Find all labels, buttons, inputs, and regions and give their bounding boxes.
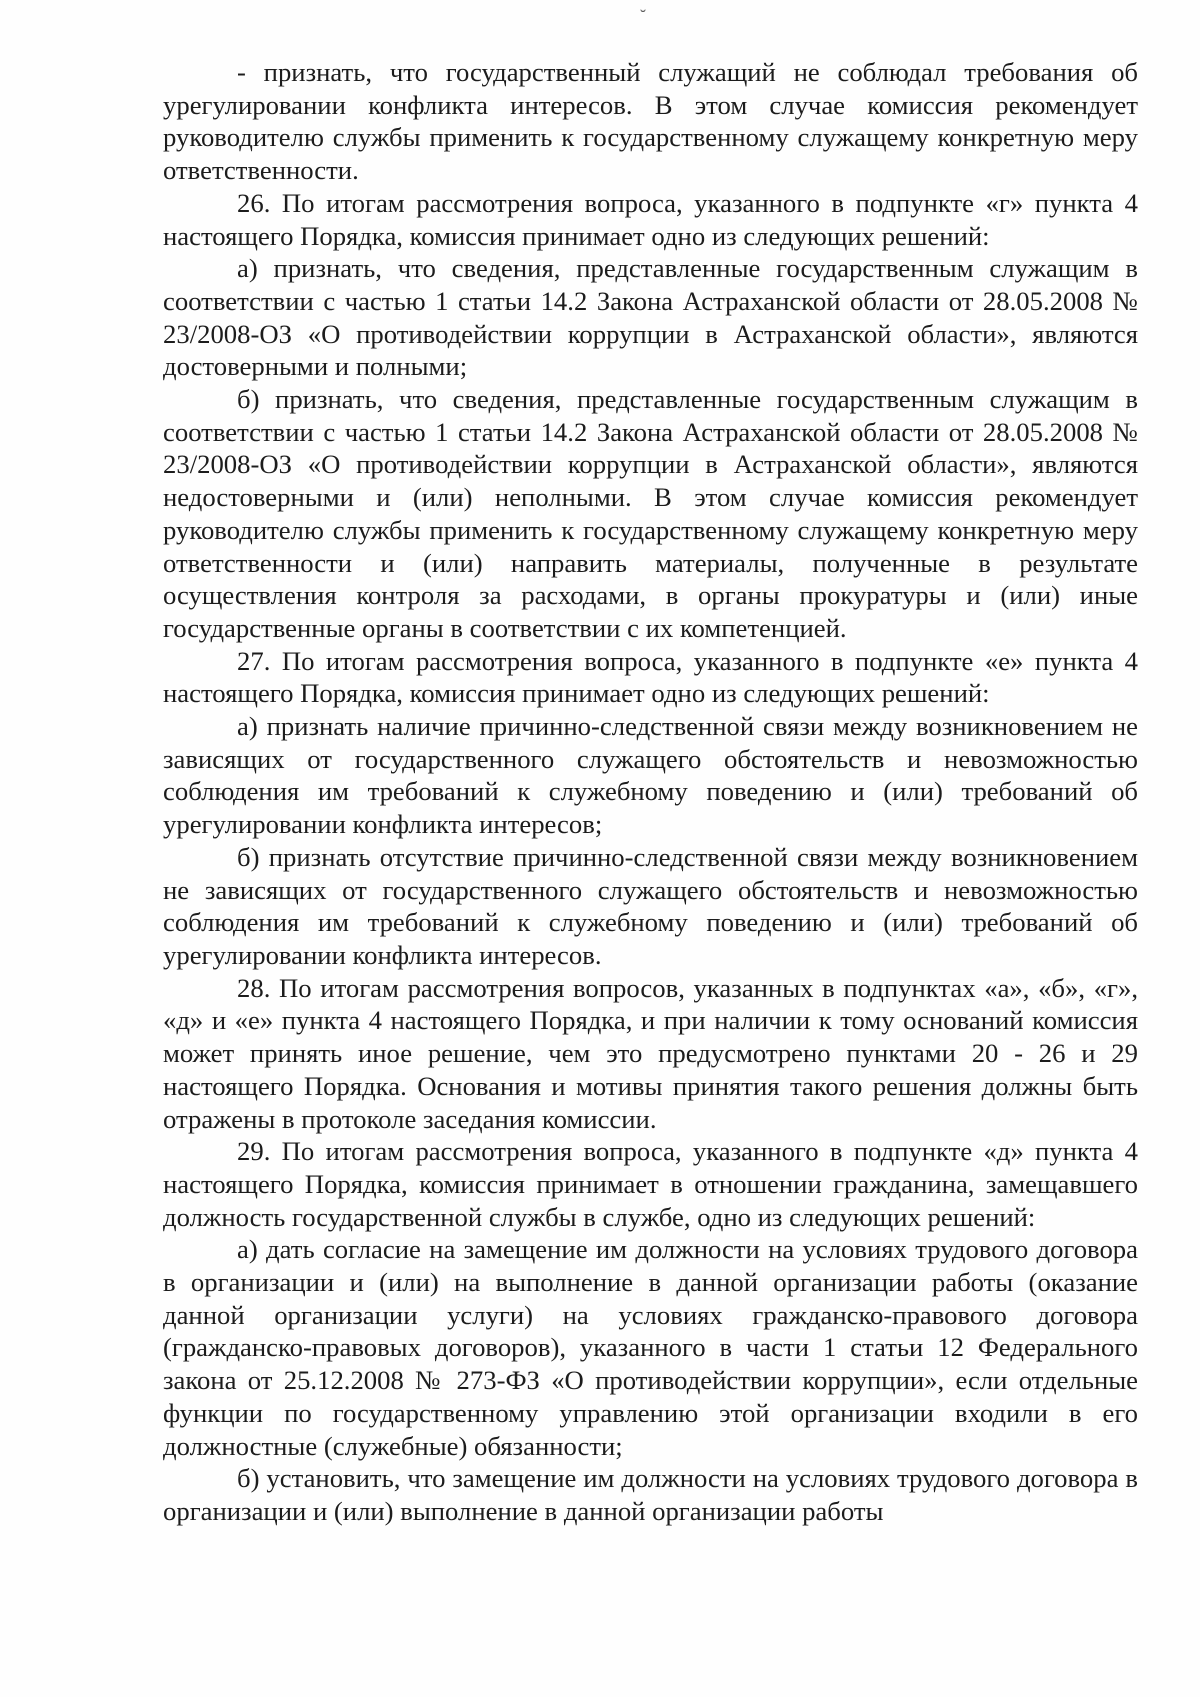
paragraph-item-26-a: а) признать, что сведения, представленные государственным служащим в соответствии с частью 1 статьи 14.2 Закона Астраханской области от 28.05.2008 № 23/2008-ОЗ «О противодействии коррупции в Астраханской области», являются достоверными и полными; bbox=[163, 253, 1138, 382]
paragraph-item-29-a: а) дать согласие на замещение им должности на условиях трудового договора в организации и (или) на выполнение в данной организации работы (оказание данной организации услуги) на условиях гражданско-правового договора (гражданско-правовых договоров), указанного в части 1 статьи 12 Федерального закона от 25.12.2008 № 273-ФЗ «О противодействии коррупции», если отдельные функции по государственному управлению этой организации входили в его должностные (служебные) обязанности; bbox=[163, 1234, 1138, 1461]
paragraph-item-27: 27. По итогам рассмотрения вопроса, указанного в подпункте «е» пункта 4 настоящего Порядка, комиссия принимает одно из следующих решений: bbox=[163, 645, 1138, 709]
paragraph-item-29-b: б) установить, что замещение им должности на условиях трудового договора в организации и (или) выполнение в данной организации работы bbox=[163, 1463, 1138, 1526]
paragraph-item-29: 29. По итогам рассмотрения вопроса, указанного в подпункте «д» пункта 4 настоящего Порядка, комиссия принимает в отношении гражданина, замещавшего должность государственной службы в службе, одно из следующих решений: bbox=[163, 1136, 1138, 1232]
paragraph-conflict-of-interest-violation: - признать, что государственный служащий не соблюдал требования об урегулировании конфликта интересов. В этом случае комиссия рекомендует руководителю службы применить к государственному служащему конкретную меру ответственности. bbox=[163, 57, 1138, 186]
paragraph-item-26-b: б) признать, что сведения, представленные государственным служащим в соответствии с частью 1 статьи 14.2 Закона Астраханской области от 28.05.2008 № 23/2008-ОЗ «О противодействии коррупции в Астраханской области», являются недостоверными и (или) неполными. В этом случае комиссия рекомендует руководителю службы применить к государственному служащему конкретную меру ответственности и (или) направить материалы, полученные в результате осуществления контроля за расходами, в органы прокуратуры и (или) иные государственные органы в соответствии с их компетенцией. bbox=[163, 384, 1138, 643]
paragraph-item-27-b: б) признать отсутствие причинно-следственной связи между возникновением не зависящих от государственного служащего обстоятельств и невозможностью соблюдения им требований к служебному поведению и (или) требований об урегулировании конфликта интересов. bbox=[163, 841, 1138, 970]
paragraph-item-27-a: а) признать наличие причинно-следственной связи между возникновением не зависящих от государственного служащего обстоятельств и невозможностью соблюдения им требований к служебному поведению и (или) требований об урегулировании конфликта интересов; bbox=[163, 711, 1138, 840]
document-body bbox=[163, 56, 1138, 1528]
paragraph-item-26: 26. По итогам рассмотрения вопроса, указанного в подпункте «г» пункта 4 настоящего Порядка, комиссия принимает одно из следующих решений: bbox=[163, 187, 1138, 251]
paragraph-item-28: 28. По итогам рассмотрения вопросов, указанных в подпунктах «а», «б», «г», «д» и «е» пункта 4 настоящего Порядка, и при наличии к тому оснований комиссия может принять иное решение, чем это предусмотрено пунктами 20 - 26 и 29 настоящего Порядка. Основания и мотивы принятия такого решения должны быть отражены в протоколе заседания комиссии. bbox=[163, 972, 1138, 1134]
